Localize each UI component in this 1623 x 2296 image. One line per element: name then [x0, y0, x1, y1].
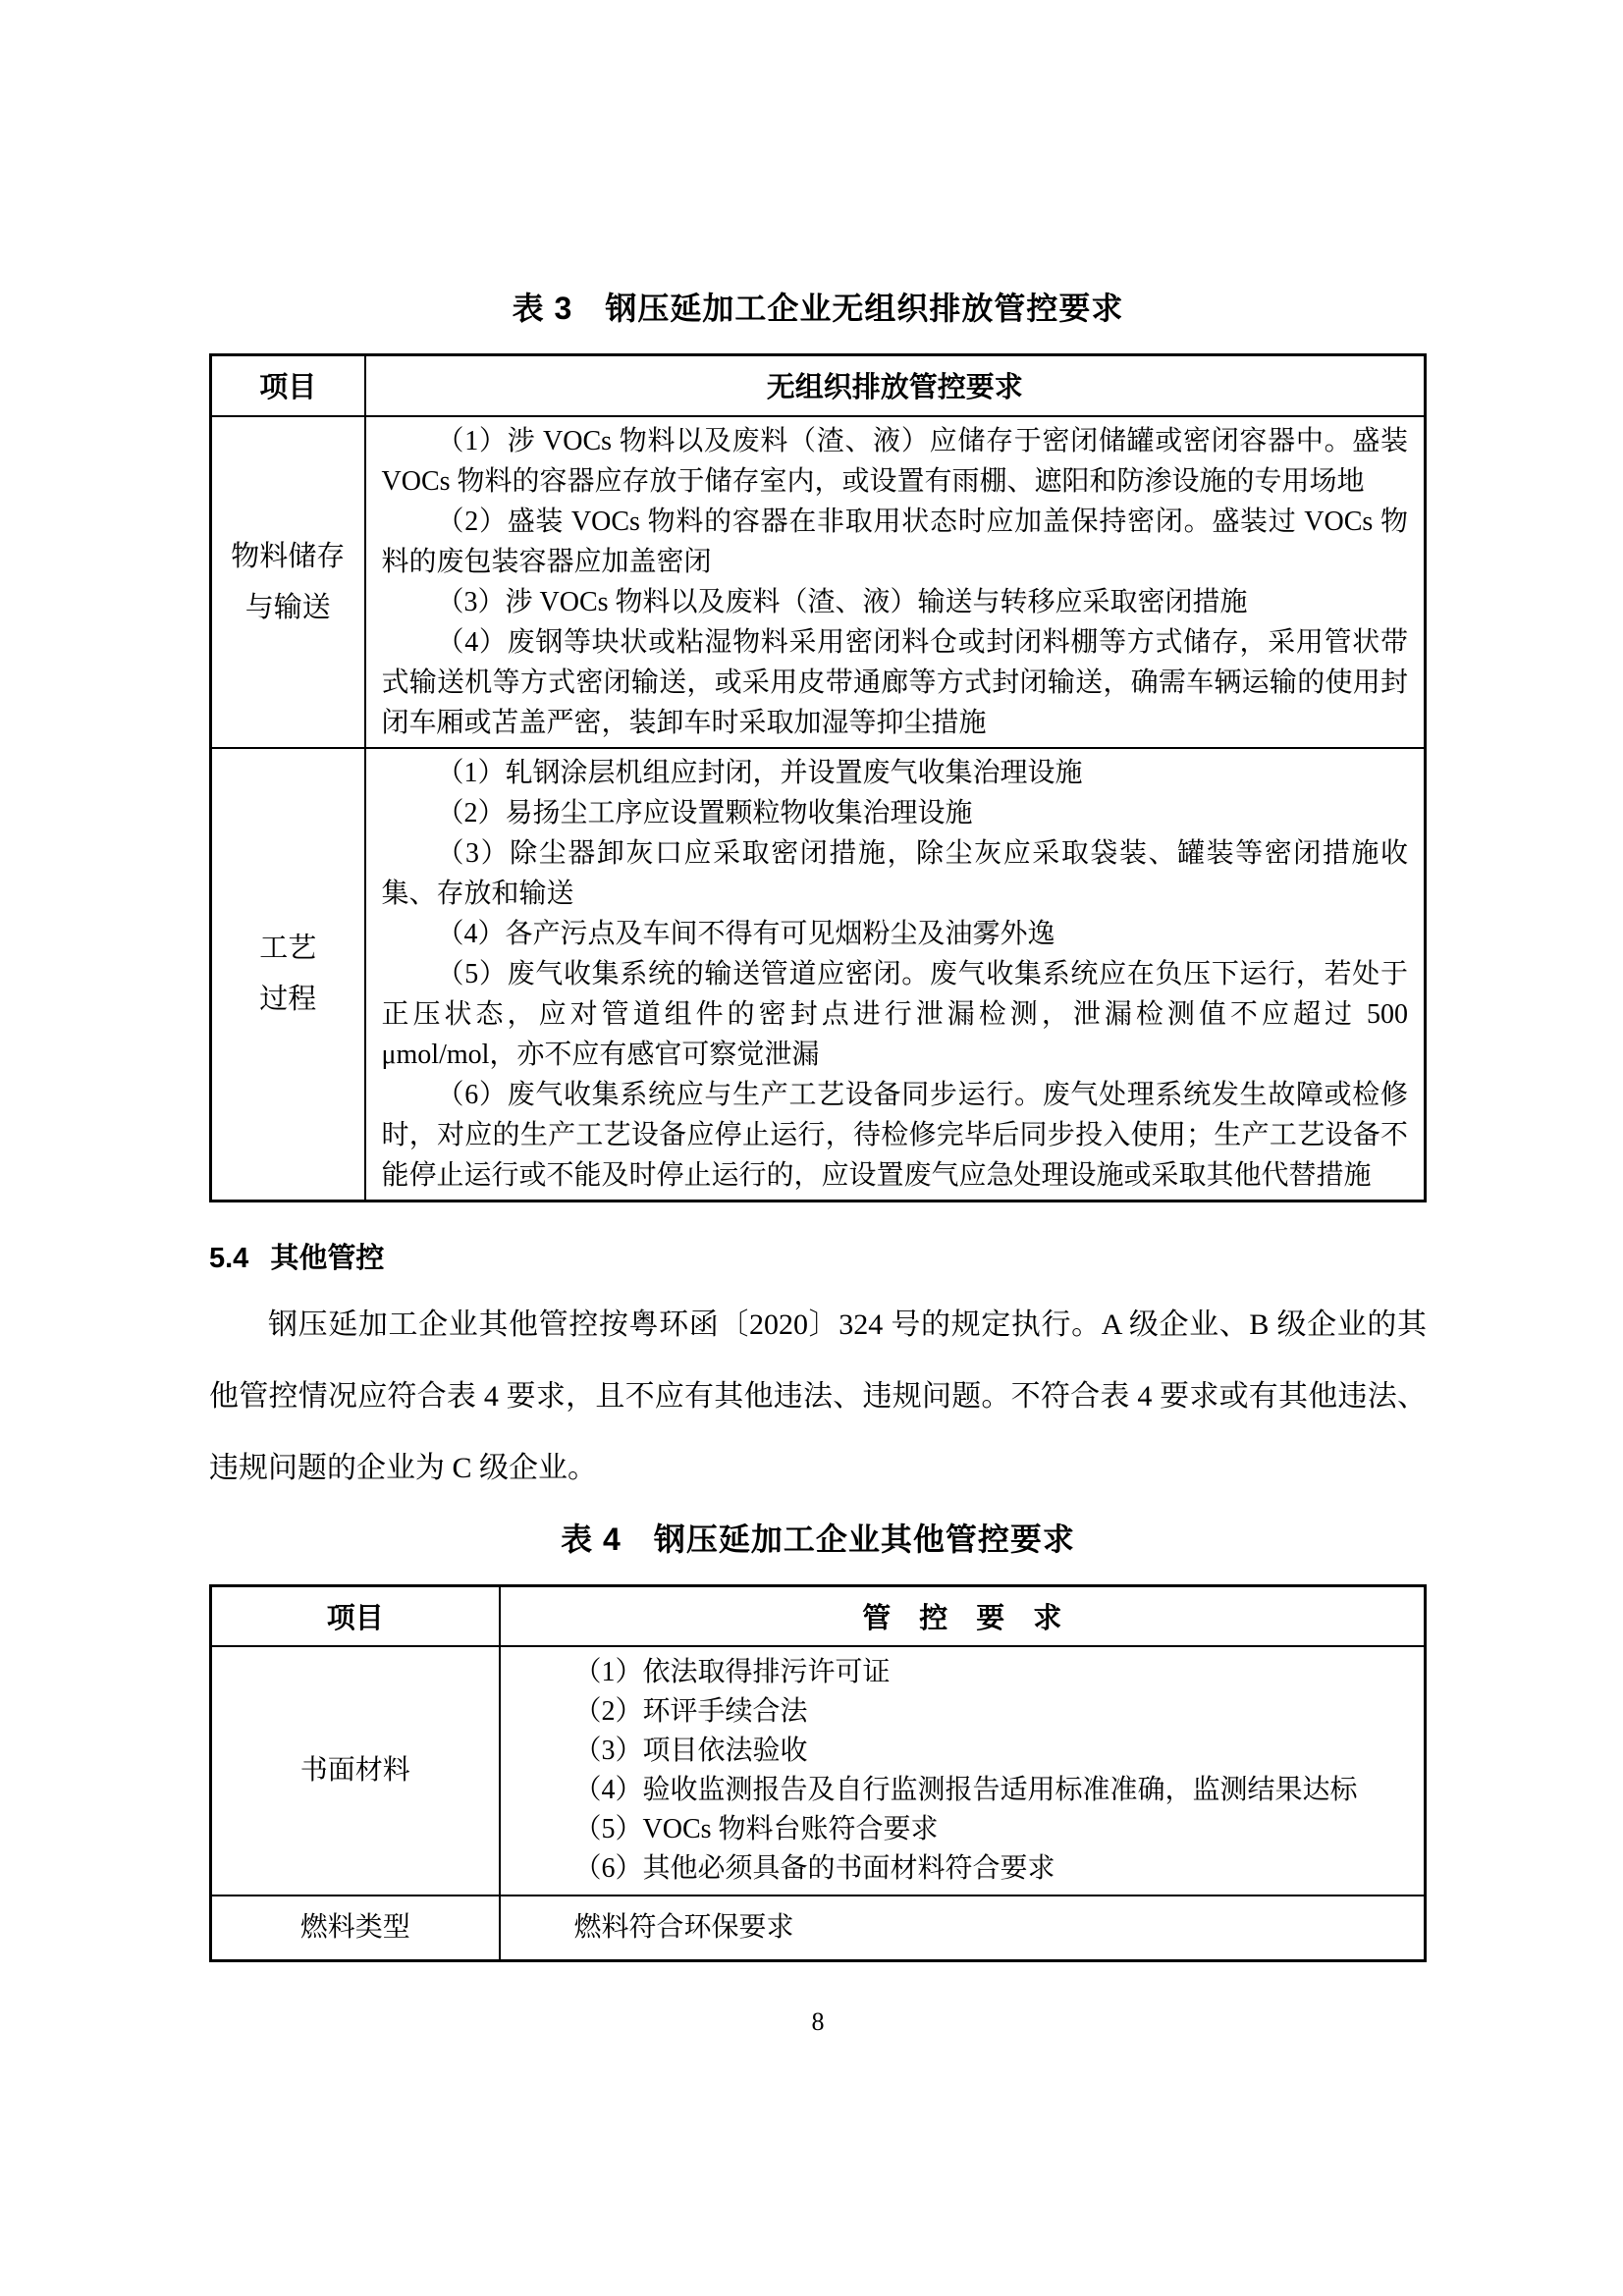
table-row — [211, 1646, 1426, 1896]
table4-title: 表 4 钢压延加工企业其他管控要求 — [561, 1521, 1075, 1557]
table3-header-requirements: 无组织排放管控要求 — [365, 355, 1426, 416]
requirement-item: （4）各产污点及车间不得有可见烟粉尘及油雾外逸 — [436, 918, 1055, 949]
page-content — [209, 0, 1427, 2037]
requirement-item: （4）废钢等块状或粘湿物料采用密闭料仓或封闭料棚等方式储存，采用管状带式输送机等方式密闭输送，或采用皮带通廊等方式封闭输送，确需车辆运输的使用封闭车厢或苫盖严密，装卸车时采取加湿等抑尘措施 — [381, 626, 1408, 738]
table3-row1-content — [365, 416, 1426, 748]
table4-header-row — [211, 1585, 1426, 1646]
section-paragraph: 钢压延加工企业其他管控按粤环函〔2020〕324 号的规定执行。A 级企业、B 级企业的其他管控情况应符合表 4 要求，且不应有其他违法、违规问题。不符合表 4 要求或有其他违法、违规问题的企业为 C 级企业。 — [209, 1308, 1427, 1484]
table4-header-requirements: 管 控 要 求 — [500, 1585, 1426, 1646]
section-number: 5.4 — [209, 1242, 249, 1274]
requirement-item: （5）废气收集系统的输送管道应密闭。废气收集系统应在负压下运行，若处于正压状态，应对管道组件的密封点进行泄漏检测，泄漏检测值不应超过 500 μmol/mol，亦不应有感官可察觉泄漏 — [381, 958, 1408, 1070]
requirement-item: （3）项目依法验收 — [573, 1735, 808, 1766]
table-row — [211, 1896, 1426, 1960]
row-label-line: 工艺 — [259, 933, 317, 964]
table4-row1-content — [500, 1646, 1426, 1896]
table-row — [211, 748, 1426, 1201]
table3-header-row — [211, 355, 1426, 416]
table3-header-item: 项目 — [211, 355, 365, 416]
table3-row2-content — [365, 748, 1426, 1201]
table3-title: 表 3 钢压延加工企业无组织排放管控要求 — [512, 291, 1124, 326]
requirement-item: 燃料符合环保要求 — [573, 1911, 794, 1943]
section-heading-5-4 — [209, 1238, 1427, 1279]
table-row — [211, 416, 1426, 748]
requirement-item: （3）涉 VOCs 物料以及废料（渣、液）输送与转移应采取密闭措施 — [436, 586, 1248, 617]
table3-row2-label — [211, 748, 365, 1201]
requirement-item: （2）环评手续合法 — [573, 1696, 808, 1727]
requirement-item: （2）易扬尘工序应设置颗粒物收集治理设施 — [436, 797, 973, 828]
table4 — [209, 1584, 1427, 1962]
table4-row1-label: 书面材料 — [211, 1646, 500, 1896]
table4-row2-content — [500, 1896, 1426, 1960]
requirement-item: （6）其他必须具备的书面材料符合要求 — [573, 1853, 1055, 1884]
section-title: 其他管控 — [270, 1242, 385, 1274]
table4-row2-label: 燃料类型 — [211, 1896, 500, 1960]
row-label-line: 过程 — [259, 984, 317, 1015]
requirement-item: （5）VOCs 物料台账符合要求 — [573, 1814, 939, 1844]
requirement-item: （1）轧钢涂层机组应封闭，并设置废气收集治理设施 — [436, 757, 1083, 788]
requirement-item: （6）废气收集系统应与生产工艺设备同步运行。废气处理系统发生故障或检修时，对应的生产工艺设备应停止运行，待检修完毕后同步投入使用；生产工艺设备不能停止运行或不能及时停止运行的，应设置废气应急处理设施或采取其他代替措施 — [381, 1079, 1408, 1191]
table3 — [209, 353, 1427, 1202]
row-label-line: 与输送 — [244, 591, 331, 623]
row-label-line: 物料储存 — [231, 540, 346, 572]
requirement-item: （4）验收监测报告及自行监测报告适用标准准确，监测结果达标 — [573, 1775, 1358, 1805]
table4-header-item: 项目 — [211, 1585, 500, 1646]
requirement-item: （1）涉 VOCs 物料以及废料（渣、液）应储存于密闭储罐或密闭容器中。盛装 VOCs 物料的容器应存放于储存室内，或设置有雨棚、遮阳和防渗设施的专用场地 — [381, 425, 1408, 497]
requirement-item: （3）除尘器卸灰口应采取密闭措施，除尘灰应采取袋装、罐装等密闭措施收集、存放和输送 — [381, 837, 1408, 909]
requirement-item: （1）依法取得排污许可证 — [573, 1657, 891, 1687]
requirement-item: （2）盛装 VOCs 物料的容器在非取用状态时应加盖保持密闭。盛装过 VOCs 物料的废包装容器应加盖密闭 — [381, 506, 1408, 577]
page-number: 8 — [811, 2006, 825, 2036]
table3-row1-label — [211, 416, 365, 748]
